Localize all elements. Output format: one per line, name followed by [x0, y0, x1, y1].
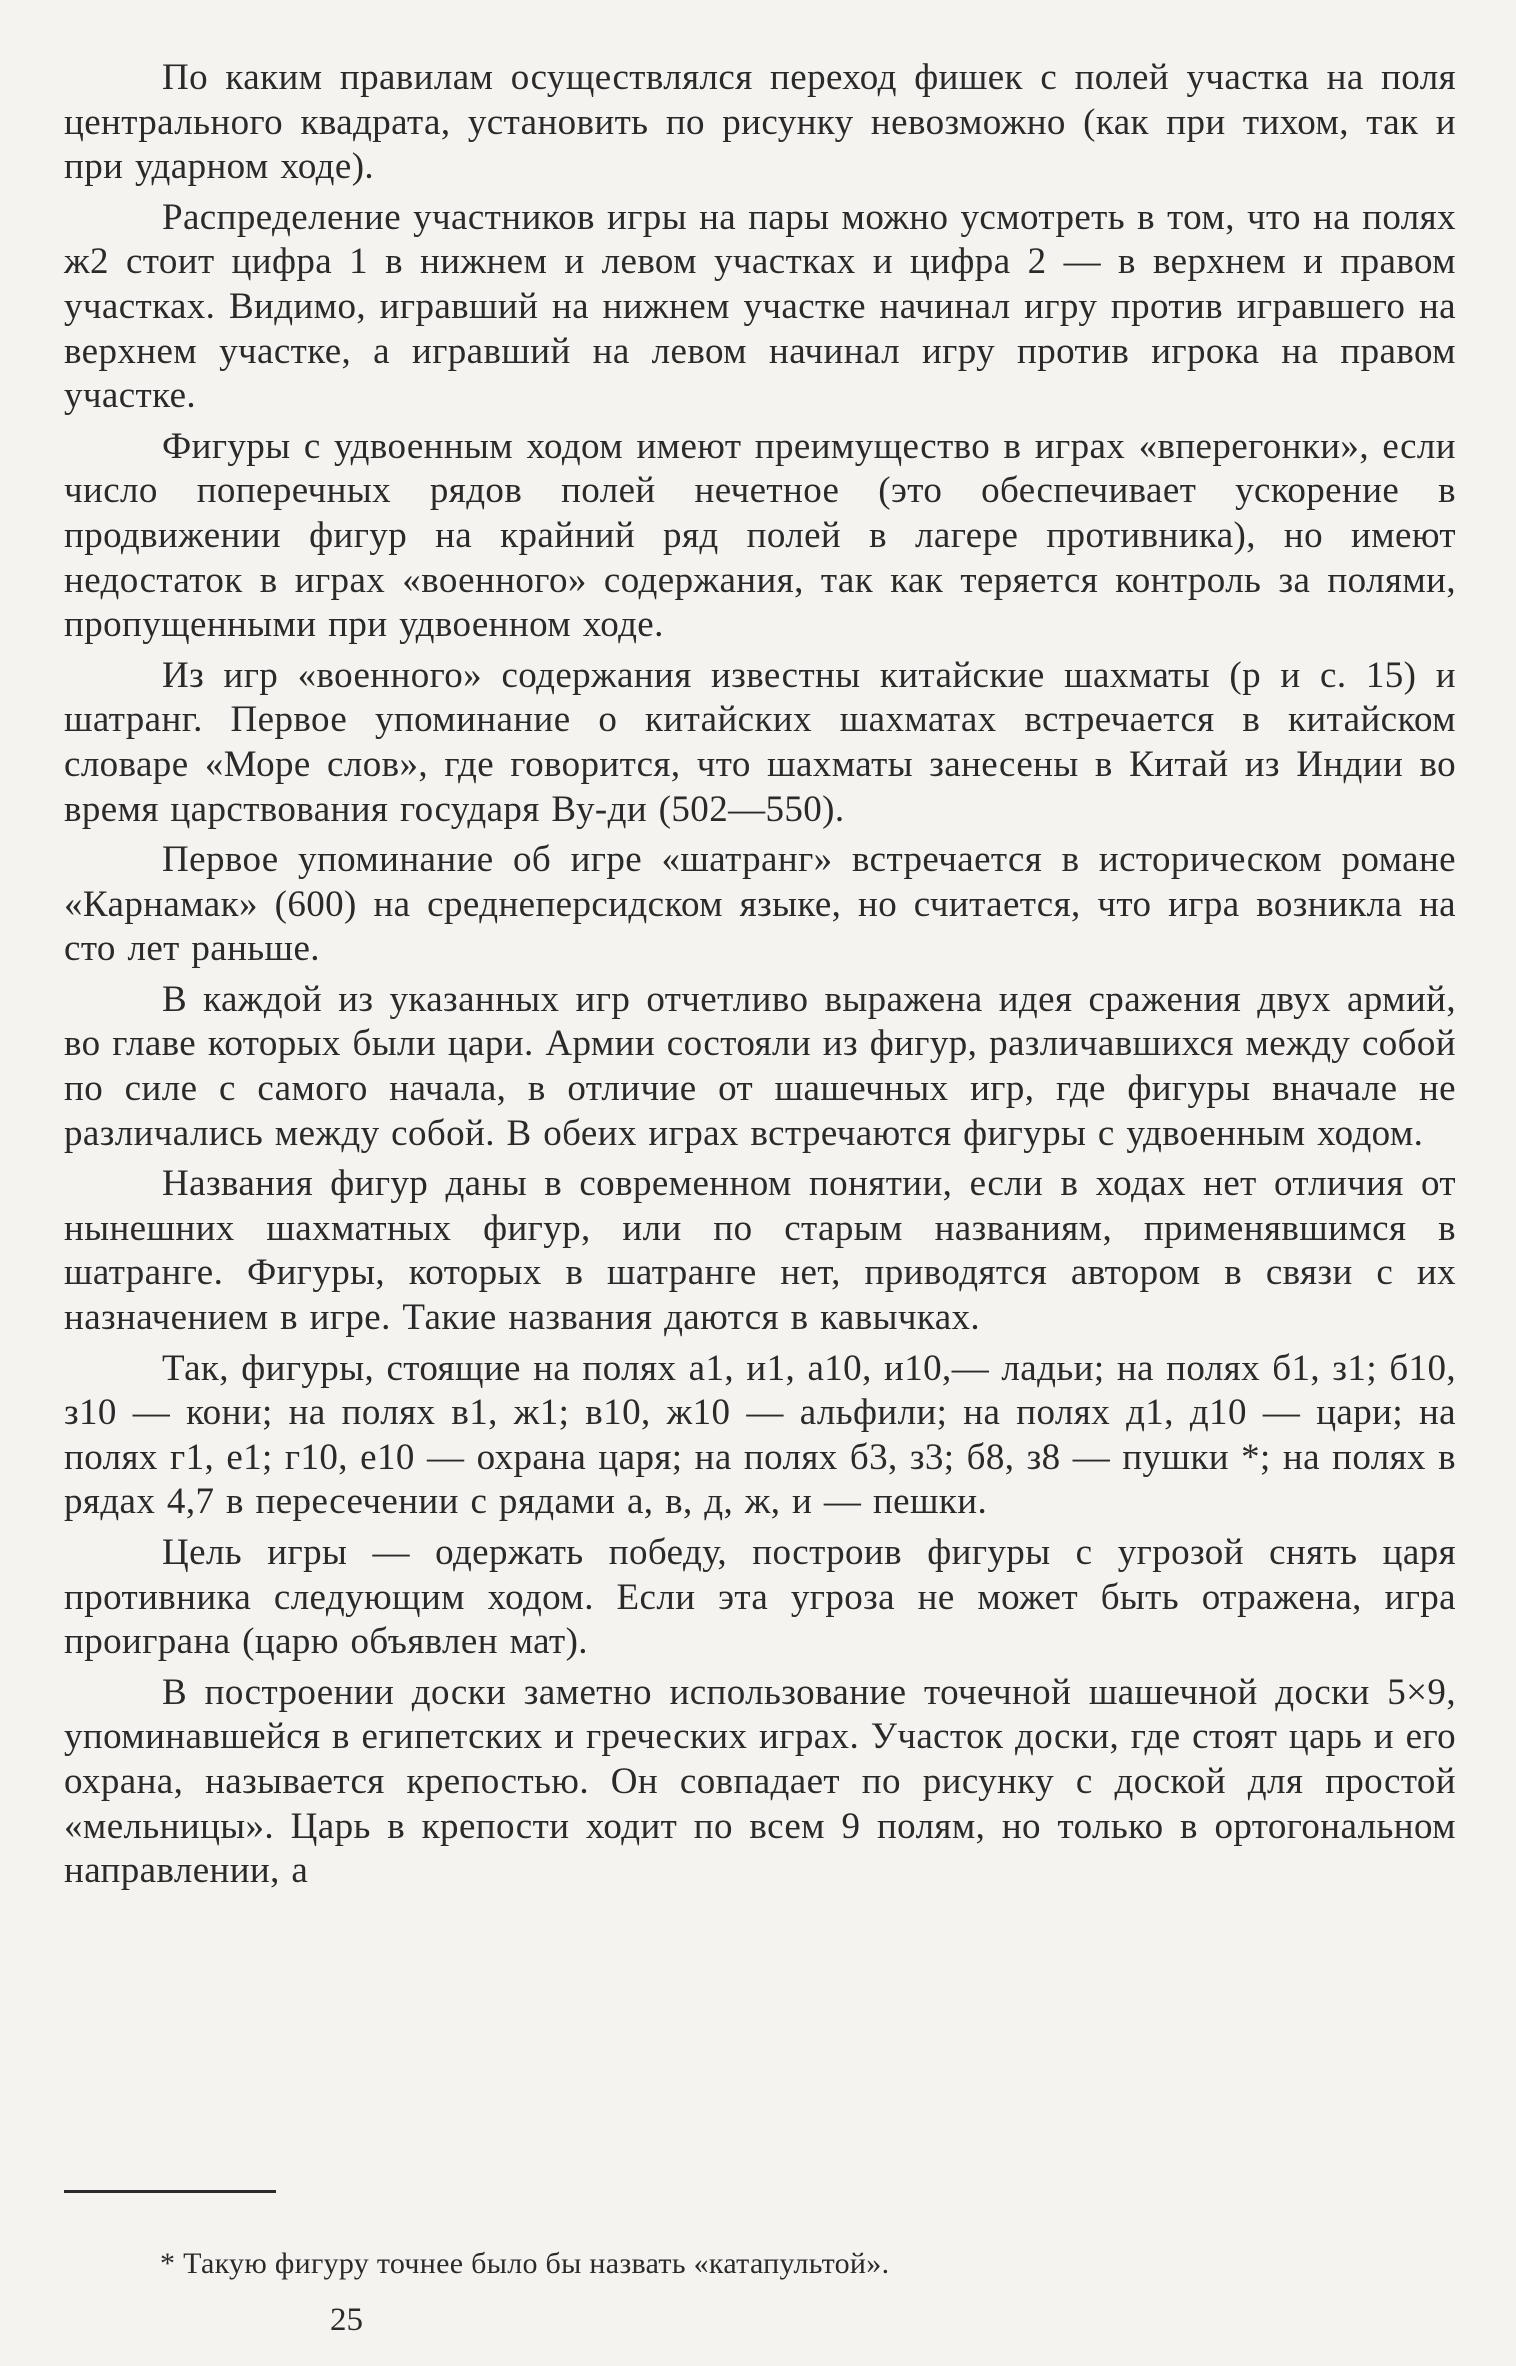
footnote-divider	[64, 2190, 276, 2193]
paragraph-10: В построении доски заметно использование точечной шашечной доски 5×9, упоминавшейся в египетских и греческих играх. Участок доски, где стоят царь и его охрана, называется крепостью. Он совпадает по рисунку с доской для простой «мельницы». Царь в крепости ходит по всем 9 полям, но только в ортогональном направлении, а	[64, 1671, 1456, 1892]
paragraph-2: Распределение участников игры на пары можно усмотреть в том, что на полях ж2 стоит цифра 1 в нижнем и левом участках и цифра 2 — в верхнем и правом участках. Видимо, игравший на нижнем участке начинал игру против игравшего на верхнем участке, а игравший на левом начинал игру против игрока на правом участке.	[64, 196, 1456, 417]
footnote: * Такую фигуру точнее было бы назвать «катапультой».	[160, 2247, 890, 2280]
paragraph-7: Названия фигур даны в современном понятии, если в ходах нет отличия от нынешних шахматных фигур, или по старым названиям, применявшимся в шатранге. Фигуры, которых в шатранге нет, приводятся автором в связи с их назначением в игре. Такие названия даются в кавычках.	[64, 1163, 1456, 1339]
paragraph-8: Так, фигуры, стоящие на полях а1, и1, а10, и10,— ладьи; на полях б1, з1; б10, з10 — кони; на полях в1, ж1; в10, ж10 — альфили; на полях д1, д10 — цари; на полях г1, е1; г10, е10 — охрана царя; на полях б3, з3; б8, з8 — пушки *; на полях в рядах 4,7 в пересечении с рядами а, в, д, ж, и — пешки.	[64, 1347, 1456, 1523]
paragraph-6: В каждой из указанных игр отчетливо выражена идея сражения двух армий, во главе которых были цари. Армии состояли из фигур, различавшихся между собой по силе с самого начала, в отличие от шашечных игр, где фигуры вначале не различались между собой. В обеих играх встречаются фигуры с удвоенным ходом.	[64, 978, 1456, 1154]
paragraph-3: Фигуры с удвоенным ходом имеют преимущество в играх «вперегонки», если число поперечных рядов полей нечетное (это обеспечивает ускорение в продвижении фигур на крайний ряд полей в лагере противника), но имеют недостаток в играх «военного» содержания, так как теряется контроль за полями, пропущенными при удвоенном ходе.	[64, 425, 1456, 646]
paragraph-1: По каким правилам осуществлялся переход фишек с полей участка на поля центрального квадрата, установить по рисунку невозможно (как при тихом, так и при ударном ходе).	[64, 57, 1456, 188]
paragraph-4: Из игр «военного» содержания известны китайские шахматы (р и с. 15) и шатранг. Первое упоминание о китайских шахматах встречается в китайском словаре «Море слов», где говорится, что шахматы занесены в Китай из Индии во время царствования государя Ву-ди (502—550).	[64, 654, 1456, 830]
paragraph-5: Первое упоминание об игре «шатранг» встречается в историческом романе «Карнамак» (600) на среднеперсидском языке, но считается, что игра возникла на сто лет раньше.	[64, 839, 1456, 970]
page-number: 25	[330, 2302, 363, 2338]
paragraph-9: Цель игры — одержать победу, построив фигуры с угрозой снять царя противника следующим ходом. Если эта угроза не может быть отражена, игра проиграна (царю объявлен мат).	[64, 1532, 1456, 1663]
page-body	[64, 56, 1456, 1900]
